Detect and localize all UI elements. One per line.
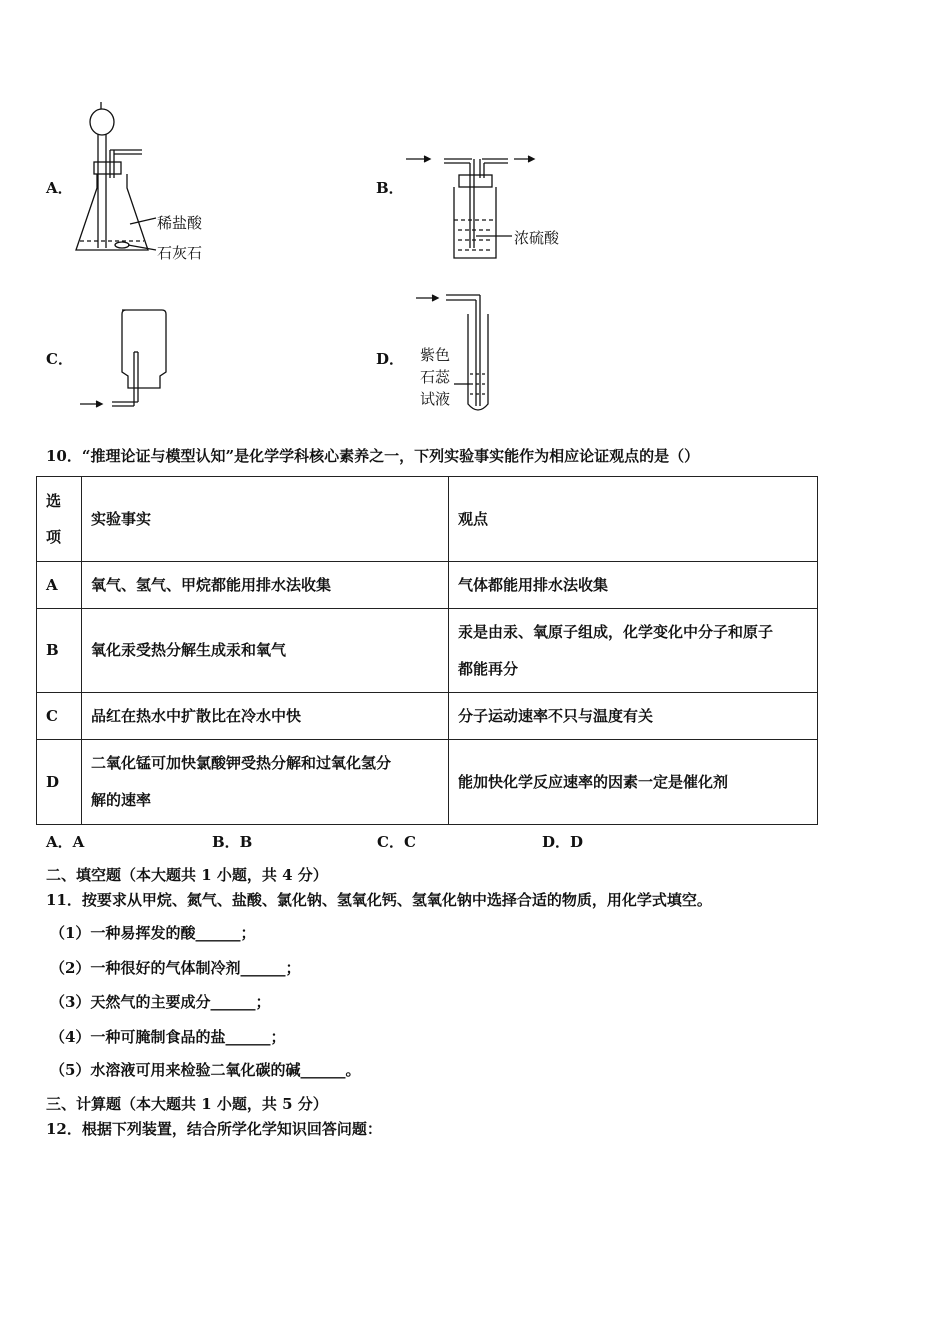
row-d-view: 能加快化学反应速率的因素一定是催化剂 (449, 740, 818, 825)
q10-choice-a: A．A (46, 833, 85, 851)
row-c-option: C (37, 693, 82, 740)
q10-choice-d: D．D (542, 833, 584, 851)
q12-stem: 12．根据下列装置，结合所学化学知识回答问题： (46, 1120, 382, 1138)
row-a-fact: 氧气、氢气、甲烷都能用排水法收集 (82, 562, 449, 609)
figure-c-apparatus (76, 306, 176, 416)
header-fact: 实验事实 (82, 477, 449, 562)
header-option-line2: 项 (46, 528, 62, 546)
option-d-label: D． (376, 350, 405, 368)
q11-item-4: （4）一种可腌制食品的盐______； (50, 1028, 286, 1046)
figure-a-apparatus (70, 100, 220, 265)
row-d-fact-line1: 二氧化锰可加快氯酸钾受热分解和过氧化氢分 (91, 754, 392, 772)
header-option-line1: 选 (46, 492, 62, 510)
figure-b-apparatus (404, 148, 554, 268)
row-a-view: 气体都能用排水法收集 (449, 562, 818, 609)
label-litmus (420, 344, 450, 410)
row-b-fact: 氧化汞受热分解生成汞和氧气 (82, 609, 449, 693)
row-b-view-line2: 都能再分 (458, 659, 519, 678)
row-a-option: A (37, 562, 82, 609)
q11-item-1: （1）一种易挥发的酸______； (50, 924, 256, 942)
label-limestone: 石灰石 (157, 244, 203, 262)
q11-item-3: （3）天然气的主要成分______； (50, 993, 271, 1011)
label-litmus-line3: 试液 (420, 390, 451, 408)
label-litmus-line2: 石蕊 (420, 368, 451, 386)
q10-table (36, 476, 818, 825)
row-b-view (449, 609, 818, 693)
q10-choice-c: C．C (377, 833, 416, 851)
table-row (37, 693, 818, 740)
q11-stem: 11．按要求从甲烷、氮气、盐酸、氯化钠、氢氧化钙、氢氧化钠中选择合适的物质，用化学式填空。 (46, 891, 712, 909)
label-dilute-hcl: 稀盐酸 (157, 214, 203, 232)
row-d-fact (82, 740, 449, 825)
q10-choice-b: B．B (212, 833, 253, 851)
row-b-option: B (37, 609, 82, 693)
row-c-fact: 品红在热水中扩散比在冷水中快 (82, 693, 449, 740)
row-d-option: D (37, 740, 82, 825)
header-view: 观点 (449, 477, 818, 562)
section2-title: 二、填空题（本大题共 1 小题，共 4 分） (46, 866, 328, 884)
option-b-label: B． (376, 179, 404, 197)
table-header-row (37, 477, 818, 562)
table-row (37, 740, 818, 825)
row-c-view: 分子运动速率不只与温度有关 (449, 693, 818, 740)
section3-title: 三、计算题（本大题共 1 小题，共 5 分） (46, 1095, 328, 1113)
header-option (37, 477, 82, 562)
label-litmus-line1: 紫色 (420, 346, 451, 364)
row-b-view-line1: 汞是由汞、氧原子组成，化学变化中分子和原子 (458, 622, 774, 641)
table-row (37, 562, 818, 609)
q10-stem: 10．“推理论证与模型认知”是化学学科核心素养之一，下列实验事实能作为相应论证观点的是（） (46, 447, 700, 465)
option-c-label: C． (46, 350, 73, 368)
option-a-label: A． (46, 179, 73, 197)
q11-item-5: （5）水溶液可用来检验二氧化碳的碱______。 (50, 1061, 361, 1079)
q11-item-2: （2）一种很好的气体制冷剂______； (50, 959, 301, 977)
table-row (37, 609, 818, 693)
label-conc-h2so4: 浓硫酸 (514, 229, 560, 247)
row-d-fact-line2: 解的速率 (91, 791, 152, 809)
